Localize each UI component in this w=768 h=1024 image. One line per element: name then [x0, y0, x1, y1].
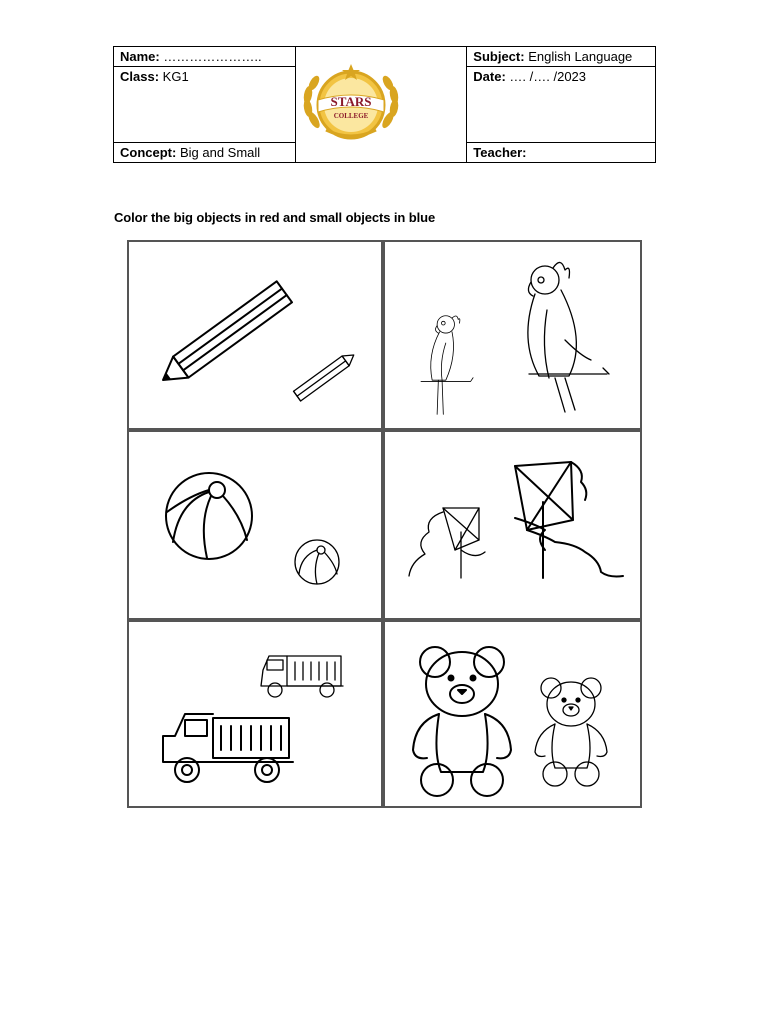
parrot-pair-drawing [385, 242, 640, 428]
small-kite [409, 508, 485, 578]
small-teddy-bear [535, 678, 607, 786]
ball-cell[interactable] [127, 430, 383, 620]
small-pencil [294, 350, 358, 401]
small-parrot [421, 316, 473, 415]
small-truck [261, 656, 343, 697]
small-ball [295, 540, 339, 584]
stars-college-logo [296, 60, 406, 150]
teacher-field[interactable] [467, 142, 656, 162]
big-kite [515, 462, 623, 578]
teacher-label: Teacher: [473, 144, 527, 160]
logo-cell [295, 47, 467, 163]
date-value: …. /…. /2023 [509, 69, 587, 85]
teddy-bear-cell[interactable] [383, 620, 642, 808]
kite-cell[interactable] [383, 430, 642, 620]
date-label: Date: [473, 69, 506, 85]
truck-pair-drawing [129, 622, 381, 806]
subject-field [467, 47, 656, 67]
concept-label: Concept: [120, 144, 177, 160]
subject-value: English Language [528, 49, 633, 64]
kite-pair-drawing [385, 432, 640, 618]
class-value: KG1 [162, 69, 189, 85]
pencil-cell[interactable] [127, 240, 383, 430]
truck-cell[interactable] [127, 620, 383, 808]
subject-label: Subject: [473, 49, 525, 64]
worksheet-header [113, 46, 656, 163]
name-field[interactable] [114, 47, 296, 67]
big-ball [166, 473, 252, 559]
name-value: ………………….. [163, 49, 262, 64]
name-label: Name: [120, 49, 160, 64]
logo-text-stars: STARS [330, 93, 372, 109]
ball-pair-drawing [129, 432, 381, 618]
logo-text-college: COLLEGE [333, 111, 368, 120]
class-field [114, 67, 296, 143]
big-parrot [528, 262, 609, 412]
pencil-pair-drawing [129, 242, 381, 428]
big-truck [163, 714, 293, 782]
concept-field [114, 142, 296, 162]
class-label: Class: [120, 69, 160, 85]
parrot-cell[interactable] [383, 240, 642, 430]
concept-value: Big and Small [179, 144, 261, 160]
instruction-text: Color the big objects in red and small objects in blue [114, 210, 436, 225]
big-pencil [155, 281, 292, 390]
picture-grid [127, 240, 642, 808]
date-field[interactable] [467, 67, 656, 143]
big-teddy-bear [413, 647, 511, 796]
teddy-bear-pair-drawing [385, 622, 640, 806]
